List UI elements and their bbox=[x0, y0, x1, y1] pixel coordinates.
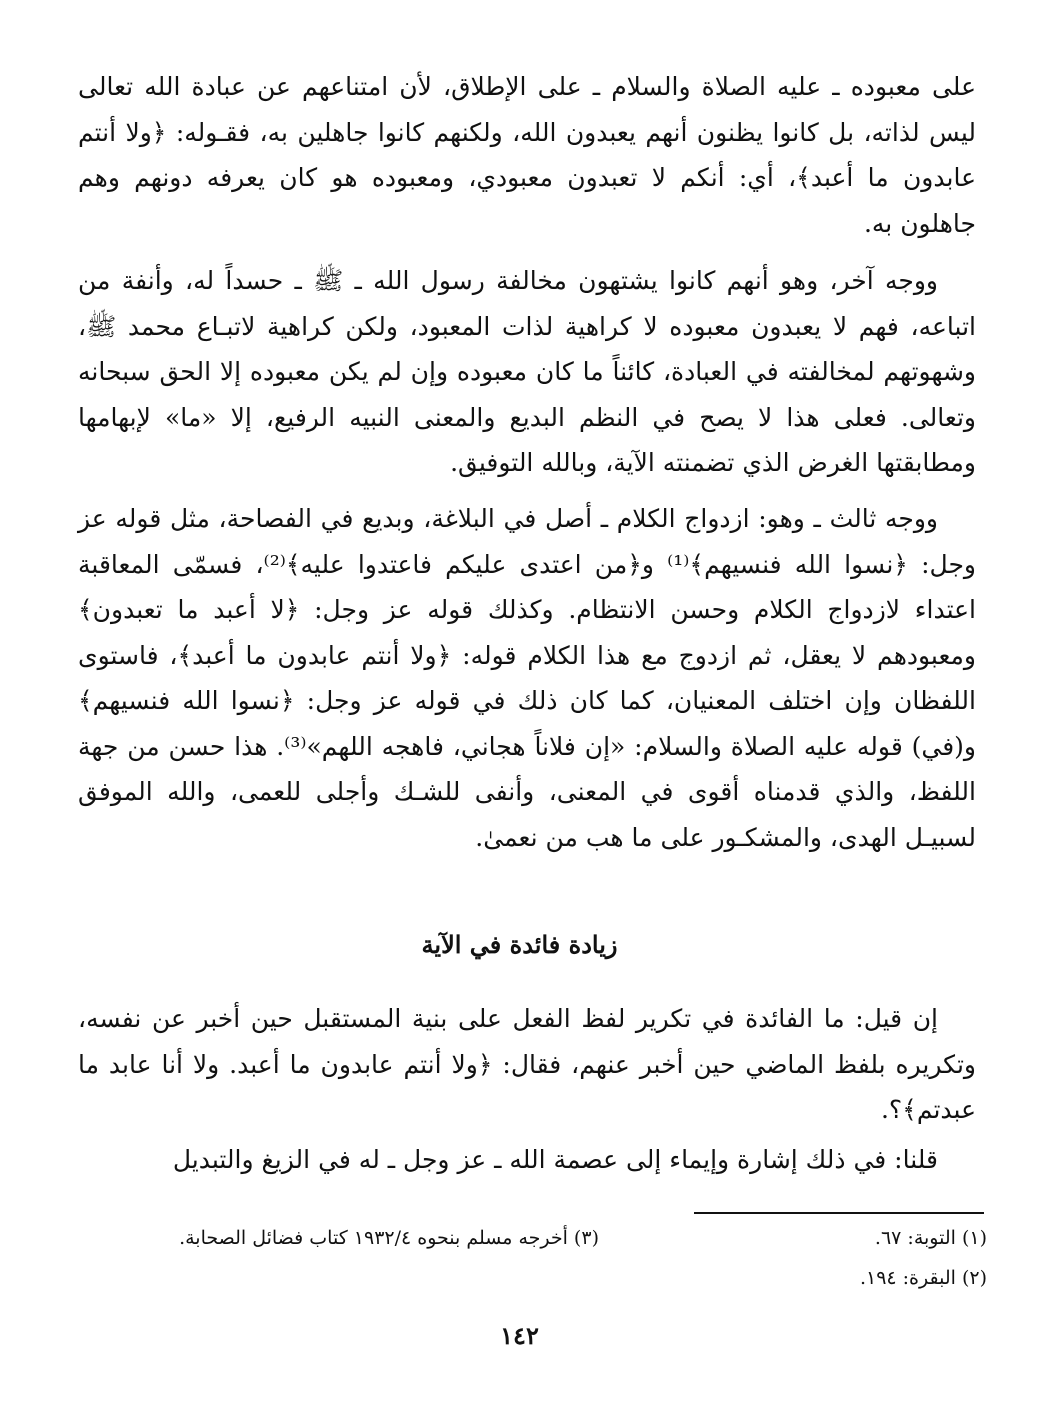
paragraph-2: ووجه آخر، وهو أنهم كانوا يشتهون مخالفة رسول الله ـ ﷺ ـ حسداً له، وأنفة من اتباعه، فهم لا يعبدون معبوده لا كراهية لذات المعبود، ولكن كراهية لاتبـاع محمد ﷺ، وشهوتهم لمخالفته في العبادة، كائناً ما كان معبوده وإن لم يكن معبوده إلا الحق سبحانه وتعالى. فعلى هذا لا يصح في النظم البديع والمعنى النبيه الرفيع، إلا «ما» لإبهامها ومطابقتها الغرض الذي تضمنته الآية، وبالله التوفيق. bbox=[78, 266, 976, 477]
footnote-3: (٣) أخرجه مسلم بنحوه ١٩٣٢/٤ كتاب فضائل الصحابة. bbox=[179, 1227, 599, 1249]
paragraph-4: إن قيل: ما الفائدة في تكرير لفظ الفعل على بنية المستقبل حين أخبر عن نفسه، وتكريره بلفظ الماضي حين أخبر عنهم، فقال: ﴿ولا أنتم عابدون ما أعبد. ولا أنا عابد ما عبدتم﴾؟. bbox=[78, 1004, 976, 1124]
paragraph-3: ووجه ثالث ـ وهو: ازدواج الكلام ـ أصل في البلاغة، وبديع في الفصاحة، مثل قوله عز وجل: ﴿نسوا الله فنسيهم﴾⁽¹⁾ و﴿من اعتدى عليكم فاعتدوا عليه﴾⁽²⁾، فسمّى المعاقبة اعتداء لازدواج الكلام وحسن الانتظام. وكذلك قوله عز وجل: ﴿لا أعبد ما تعبدون﴾ ومعبودهم لا يعقل، ثم ازدوج مع هذا الكلام قوله: ﴿ولا أنتم عابدون ما أعبد﴾، فاستوى اللفظان وإن اختلف المعنيان، كما كان ذلك في قوله عز وجل: ﴿نسوا الله فنسيهم﴾ و(في) قوله عليه الصلاة والسلام: «إن فلاناً هجاني، فاهجه اللهم»⁽³⁾. هذا حسن من جهة اللفظ، والذي قدمناه أقوى في المعنى، وأنفى للشـك وأجلى للعمى، والله الموفق لسبيـل الهدى، والمشكـور على ما هب من نعمىٰ. bbox=[78, 504, 976, 852]
footnote-1: (١) التوبة: ٦٧. bbox=[874, 1227, 987, 1249]
page-number: ١٤٢ bbox=[500, 1321, 539, 1350]
footnote-2: (٢) البقرة: ١٩٤. bbox=[859, 1267, 987, 1289]
section-heading: زيادة فائدة في الآية bbox=[421, 930, 618, 959]
paragraph-5: قلنا: في ذلك إشارة وإيماء إلى عصمة الله ـ عز وجل ـ له في الزيغ والتبديل bbox=[172, 1145, 938, 1174]
paragraph-1: على معبوده ـ عليه الصلاة والسلام ـ على الإطلاق، لأن امتناعهم عن عبادة الله تعالى ليس لذاته، بل كانوا يظنون أنهم يعبدون الله، ولكنهم كانوا جاهلين به، فقـوله: ﴿ولا أنتم عابدون ما أعبد﴾، أي: أنكم لا تعبدون معبودي، ومعبوده هو كان يعرفه دونهم وهم جاهلون به. bbox=[78, 72, 976, 238]
footnote-divider bbox=[694, 1212, 984, 1214]
